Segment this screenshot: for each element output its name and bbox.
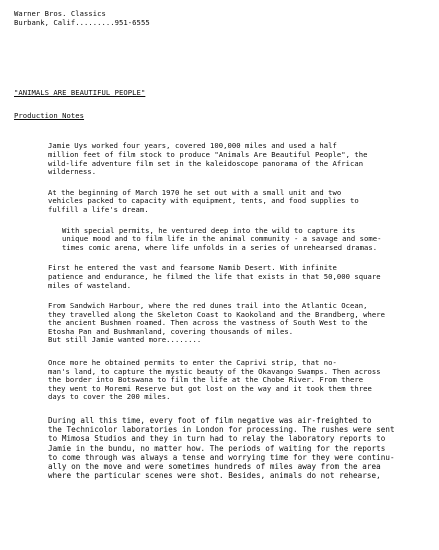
paragraph-line: the Technicolor laboratories in London for processing. The rushes were sent [48,425,395,435]
document-subtitle: Production Notes [14,110,85,120]
paragraph-line: vehicles packed to capacity with equipment, tents, and food supplies to [48,196,359,206]
paragraph-line: Jamie in the bundu, no matter how. The periods of waiting for the reports [48,443,386,453]
paragraph-line: ally on the move and were sometimes hundreds of miles away from the area [48,462,381,472]
paragraph-3 [14,227,425,253]
paragraph-line: where the particular scenes were shot. Besides, animals do not rehearse, [48,471,381,481]
paragraph-line: At the beginning of March 1970 he set out with a small unit and two [48,187,342,197]
paragraph-line: Etosha Pan and Bushmanland, covering thousands of miles. [48,326,294,336]
paragraph-line: million feet of film stock to produce "Animals Are Beautiful People", the [48,149,368,159]
paragraph-line: wild-life adventure film set in the kaleidoscope panorama of the African [48,158,364,168]
paragraph-line: From Sandwich Harbour, where the red dunes trail into the Atlantic Ocean, [48,301,368,311]
paragraph-line: the border into Botswana to film the life at the Chobe River. From there [48,375,364,385]
company-address: Burbank, Calif.........951-6555 [14,17,150,27]
paragraph-line: to Mimosa Studios and they in turn had to relay the laboratory reports to [48,434,386,444]
paragraph-line: Jamie Uys worked four years, covered 100,000 miles and used a half [48,141,337,151]
paragraph-4 [14,264,425,290]
paragraph-line: the ancient Bushmen roamed. Then across the vastness of South West to the [48,318,368,328]
paragraph-line: fulfill a life's dream. [48,204,149,214]
paragraph-line: miles of wasteland. [48,280,132,290]
paragraph-1 [14,142,425,176]
paragraph-7 [14,416,425,480]
paragraph-5 [14,302,425,345]
letterhead [14,10,425,27]
paragraph-line: Once more he obtained permits to enter the Caprivi strip, that no- [48,358,337,368]
company-name: Warner Bros. Classics [14,9,106,18]
paragraph-line: But still Jamie wanted more........ [48,335,202,345]
paragraph-line: wilderness. [48,167,97,177]
paragraph-line: they travelled along the Skeleton Coast to Kaokoland and the Brandberg, where [48,309,386,319]
paragraph-line: man's land, to capture the mystic beauty of the Okavango Swamps. Then across [48,366,381,376]
paragraph-line: During all this time, every foot of film negative was air-freighted to [48,416,372,426]
paragraph-line: days to cover the 200 miles. [48,392,171,402]
paragraph-line: patience and endurance, he filmed the life that exists in that 50,000 square [48,271,381,281]
paragraph-6 [14,359,425,402]
title-block [14,89,425,120]
paragraph-line: they went to Moremi Reserve but got lost on the way and it took them three [48,383,372,393]
paragraph-line: With special permits, he ventured deep into the wild to capture its [62,225,356,235]
paragraph-line: First he entered the vast and fearsome Namib Desert. With infinite [48,263,337,273]
paragraph-line: times comic arena, where life unfolds in a series of unrehearsed dramas. [62,242,378,252]
paragraph-2 [14,189,425,215]
paragraph-line: to come through was always a tense and worrying time for they were continu- [48,452,395,462]
document-title: "ANIMALS ARE BEAUTIFUL PEOPLE" [14,88,146,98]
paragraph-line: unique mood and to film life in the animal community - a savage and some- [62,234,382,244]
